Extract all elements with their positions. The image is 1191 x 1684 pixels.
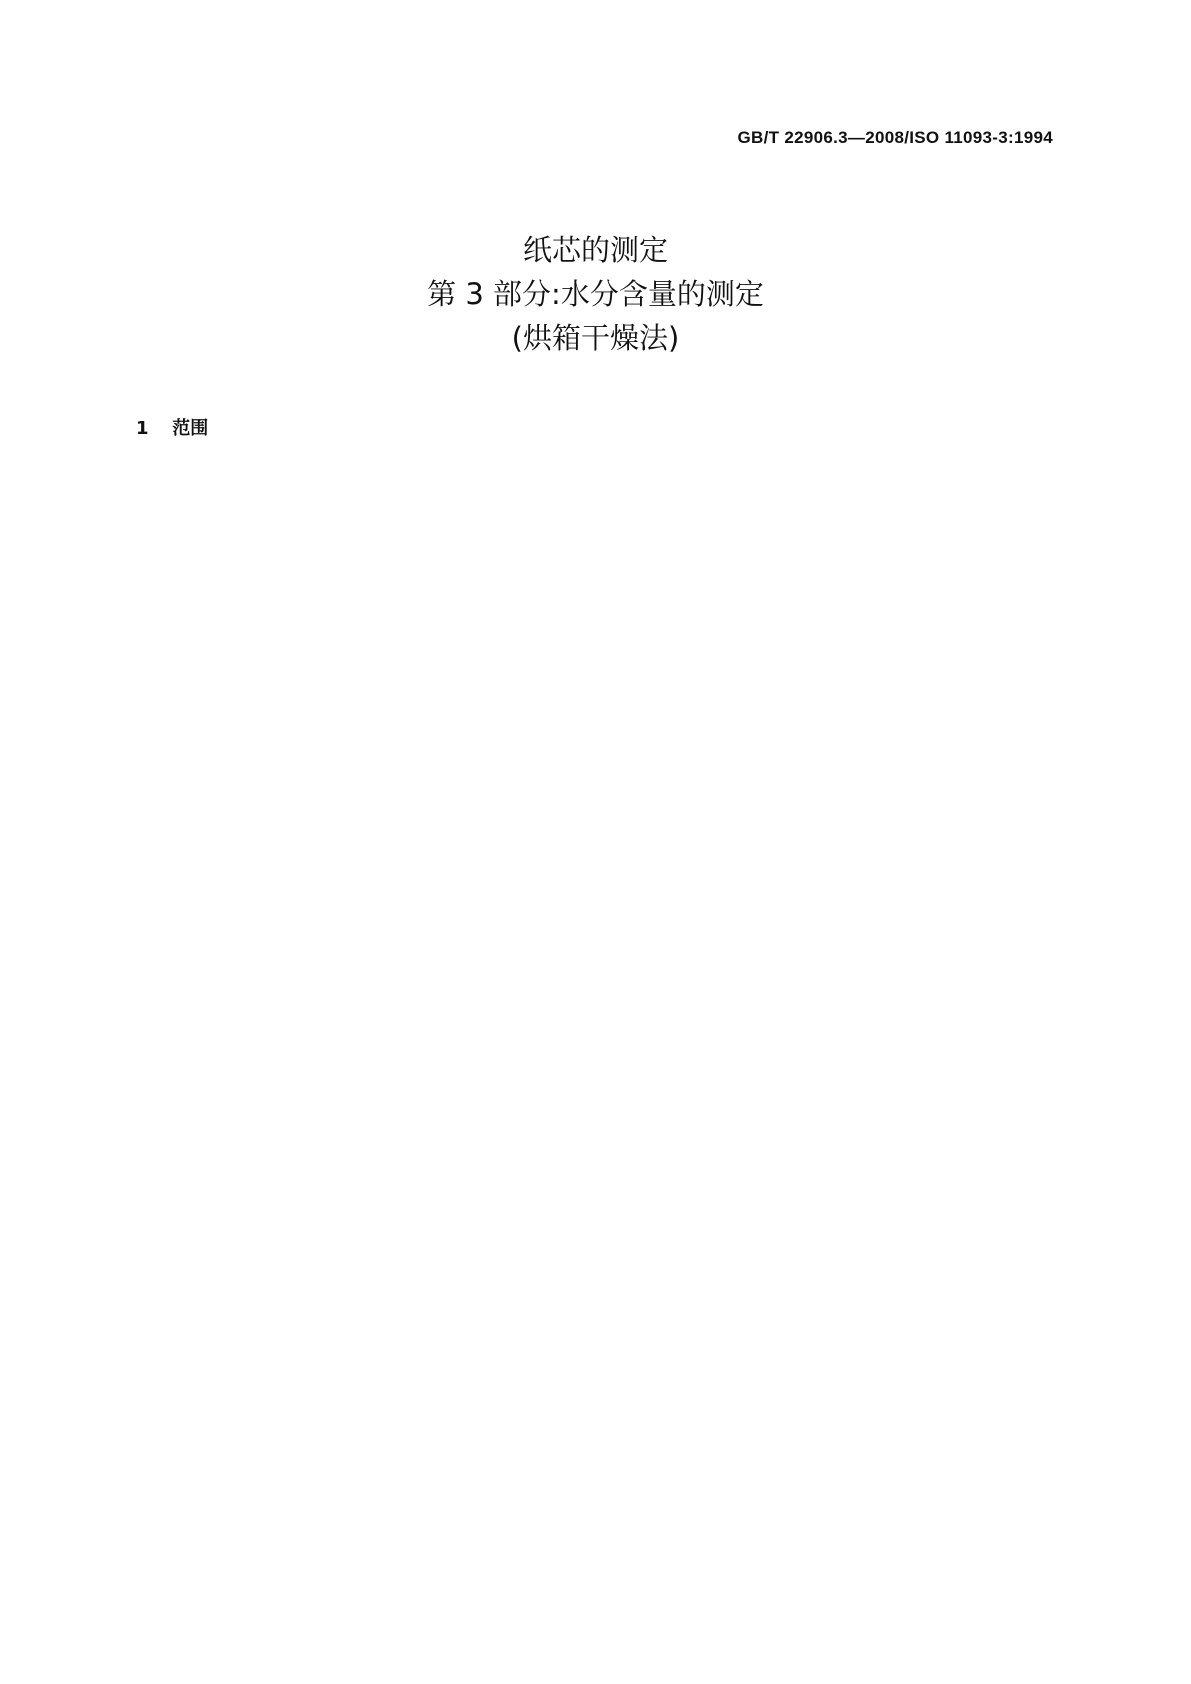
title-line-3: (烘箱干燥法) — [511, 321, 680, 355]
title-line-1: 纸芯的测定 — [522, 233, 668, 267]
section-1 — [136, 414, 208, 440]
title-line-2: 第 3 部分:水分含量的测定 — [427, 277, 764, 311]
standard-code-header: GB/T 22906.3—2008/ISO 11093-3:1994 — [737, 128, 1053, 147]
section-heading: 范围 — [172, 418, 209, 439]
section-number: 1 — [136, 418, 149, 439]
document-title — [0, 228, 1191, 360]
